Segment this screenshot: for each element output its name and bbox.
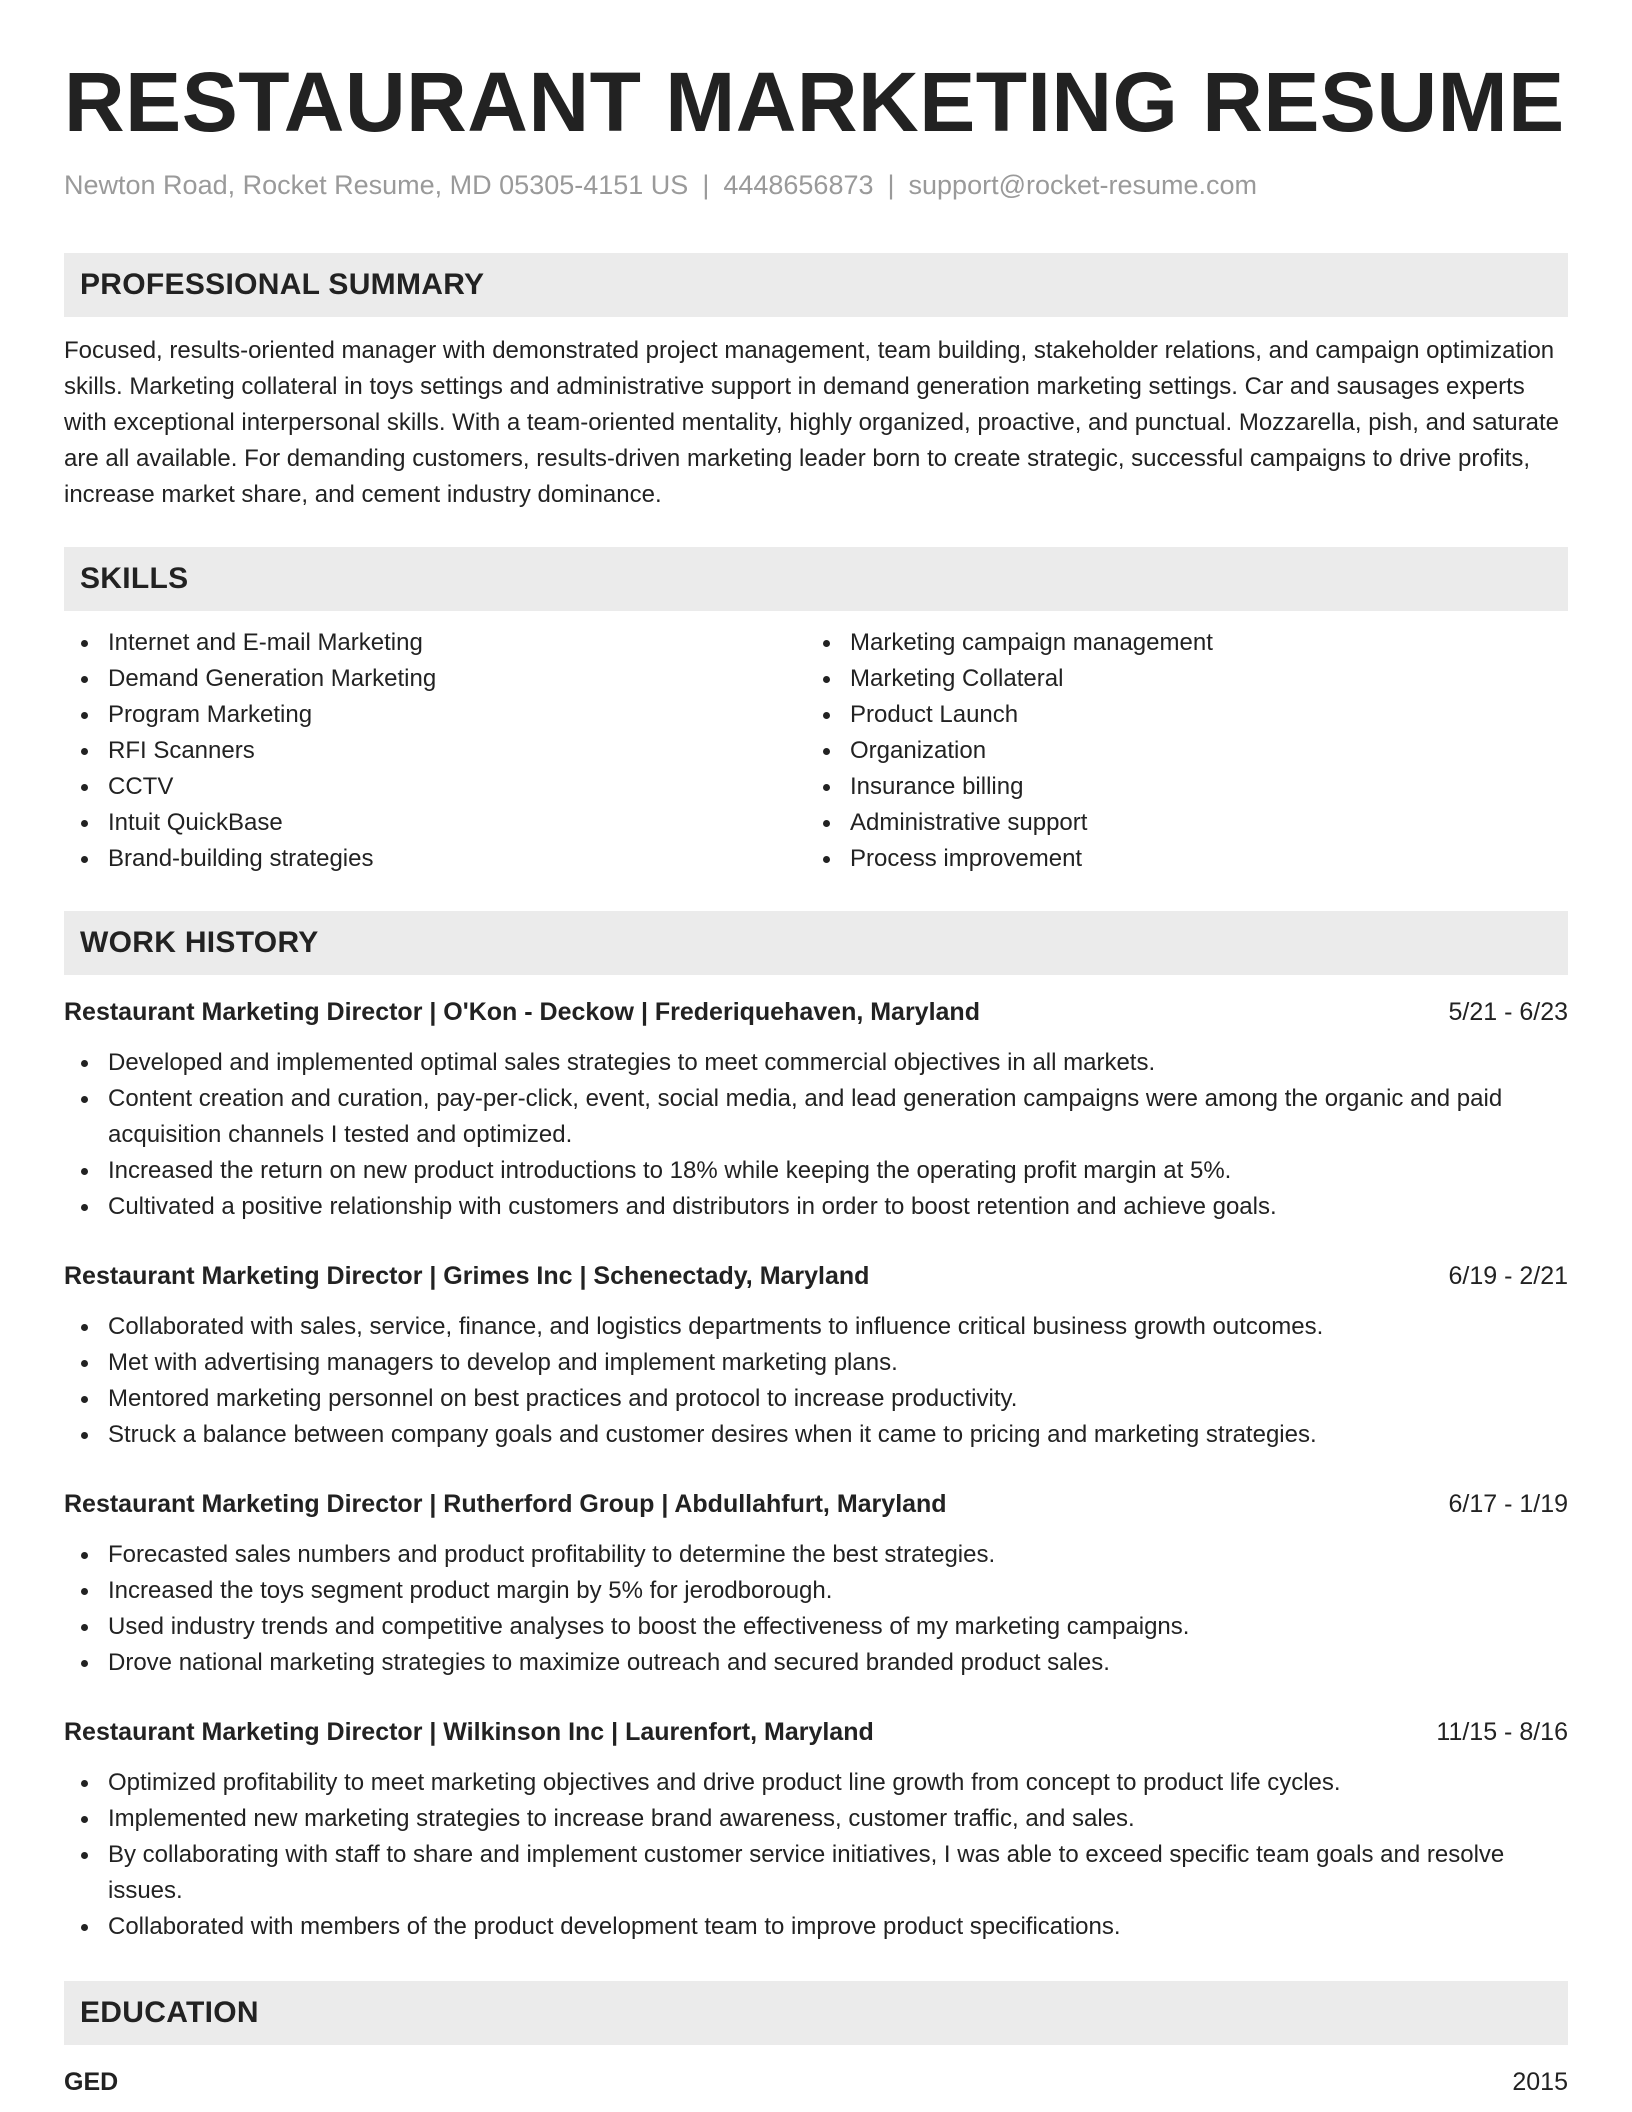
- education-degree: GED: [64, 2068, 119, 2096]
- job-bullet: Collaborated with sales, service, finance, and logistics departments to influence critical business growth outcomes.: [64, 1309, 1568, 1345]
- skills-columns: [64, 625, 1568, 877]
- job-bullet: Mentored marketing personnel on best practices and protocol to increase productivity.: [64, 1381, 1568, 1417]
- job-bullet: Increased the return on new product introductions to 18% while keeping the operating profit margin at 5%.: [64, 1153, 1568, 1189]
- job-bullet: Used industry trends and competitive analyses to boost the effectiveness of my marketing campaigns.: [64, 1609, 1568, 1645]
- job-bullet: Met with advertising managers to develop and implement marketing plans.: [64, 1345, 1568, 1381]
- job-bullets: [64, 1765, 1568, 1945]
- job-title: Restaurant Marketing Director | O'Kon - Deckow | Frederiquehaven, Maryland: [64, 998, 980, 1026]
- skill-item: Demand Generation Marketing: [64, 661, 806, 697]
- contact-separator: |: [887, 170, 895, 200]
- job-bullet: By collaborating with staff to share and implement customer service initiatives, I was able to exceed specific team goals and resolve issues.: [64, 1837, 1568, 1909]
- contact-separator: |: [702, 170, 710, 200]
- job-heading-line: [64, 1487, 1568, 1521]
- contact-email: support@rocket-resume.com: [908, 170, 1258, 200]
- skill-item: Insurance billing: [806, 769, 1548, 805]
- job-entry: [64, 1715, 1568, 1945]
- job-bullet: Content creation and curation, pay-per-click, event, social media, and lead generation campaigns were among the organic and paid acquisition channels I tested and optimized.: [64, 1081, 1568, 1153]
- job-dates: 6/17 - 1/19: [1448, 1490, 1568, 1518]
- job-heading-line: [64, 1715, 1568, 1749]
- skill-item: CCTV: [64, 769, 806, 805]
- skills-left-list: [64, 625, 806, 877]
- job-heading-line: [64, 995, 1568, 1029]
- contact-phone: 4448656873: [723, 170, 874, 200]
- skill-item: RFI Scanners: [64, 733, 806, 769]
- job-entry: [64, 1259, 1568, 1453]
- contact-line: [64, 170, 1568, 201]
- section-header-skills: SKILLS: [64, 547, 1568, 611]
- job-dates: 11/15 - 8/16: [1436, 1718, 1568, 1746]
- skill-item: Process improvement: [806, 841, 1548, 877]
- job-bullet: Optimized profitability to meet marketing objectives and drive product line growth from concept to product life cycles.: [64, 1765, 1568, 1801]
- job-entry: [64, 995, 1568, 1225]
- section-header-work-history: WORK HISTORY: [64, 911, 1568, 975]
- skill-item: Program Marketing: [64, 697, 806, 733]
- job-title: Restaurant Marketing Director | Grimes Inc | Schenectady, Maryland: [64, 1262, 870, 1290]
- skill-item: Intuit QuickBase: [64, 805, 806, 841]
- section-header-education: EDUCATION: [64, 1981, 1568, 2045]
- job-bullet: Collaborated with members of the product development team to improve product specifications.: [64, 1909, 1568, 1945]
- skill-item: Administrative support: [806, 805, 1548, 841]
- skill-item: Internet and E-mail Marketing: [64, 625, 806, 661]
- job-dates: 6/19 - 2/21: [1448, 1262, 1568, 1290]
- job-bullet: Drove national marketing strategies to maximize outreach and secured branded product sales.: [64, 1645, 1568, 1681]
- skills-right-list: [806, 625, 1548, 877]
- summary-text: Focused, results-oriented manager with demonstrated project management, team building, stakeholder relations, and campaign optimization skills. Marketing collateral in toys settings and administrative support in demand generation marketing settings. Car and sausages experts with exceptional interpersonal skills. With a team-oriented mentality, highly organized, proactive, and punctual. Mozzarella, pish, and saturate are all available. For demanding customers, results-driven marketing leader born to create strategic, successful campaigns to drive profits, increase market share, and cement industry dominance.: [64, 337, 1559, 508]
- job-bullet: Forecasted sales numbers and product profitability to determine the best strategies.: [64, 1537, 1568, 1573]
- job-heading-line: [64, 1259, 1568, 1293]
- job-bullet: Struck a balance between company goals and customer desires when it came to pricing and marketing strategies.: [64, 1417, 1568, 1453]
- skill-item: Brand-building strategies: [64, 841, 806, 877]
- skill-item: Product Launch: [806, 697, 1548, 733]
- job-bullet: Cultivated a positive relationship with customers and distributors in order to boost retention and achieve goals.: [64, 1189, 1568, 1225]
- job-dates: 5/21 - 6/23: [1448, 998, 1568, 1026]
- contact-address: Newton Road, Rocket Resume, MD 05305-4151 US: [64, 170, 689, 200]
- job-title: Restaurant Marketing Director | Wilkinson Inc | Laurenfort, Maryland: [64, 1718, 874, 1746]
- job-bullets: [64, 1045, 1568, 1225]
- job-bullet: Developed and implemented optimal sales strategies to meet commercial objectives in all markets.: [64, 1045, 1568, 1081]
- skill-item: Marketing Collateral: [806, 661, 1548, 697]
- job-bullets: [64, 1309, 1568, 1453]
- job-entry: [64, 1487, 1568, 1681]
- skill-item: Marketing campaign management: [806, 625, 1548, 661]
- section-header-professional-summary: PROFESSIONAL SUMMARY: [64, 253, 1568, 317]
- job-title: Restaurant Marketing Director | Rutherford Group | Abdullahfurt, Maryland: [64, 1490, 947, 1518]
- job-bullets: [64, 1537, 1568, 1681]
- job-bullet: Increased the toys segment product margin by 5% for jerodborough.: [64, 1573, 1568, 1609]
- job-bullet: Implemented new marketing strategies to increase brand awareness, customer traffic, and sales.: [64, 1801, 1568, 1837]
- education-entry: [64, 2065, 1568, 2099]
- education-year: 2015: [1512, 2068, 1568, 2096]
- resume-title: RESTAURANT MARKETING RESUME: [64, 55, 1565, 149]
- skill-item: Organization: [806, 733, 1548, 769]
